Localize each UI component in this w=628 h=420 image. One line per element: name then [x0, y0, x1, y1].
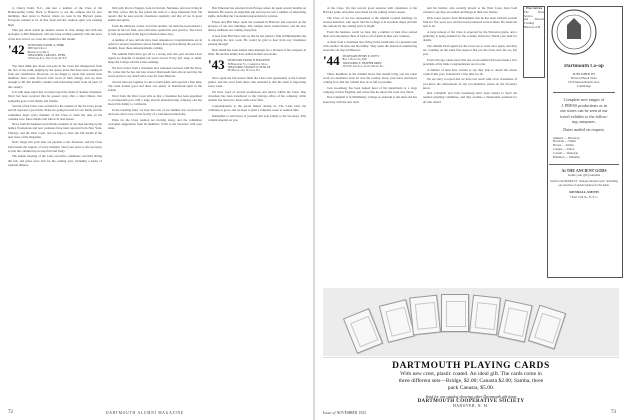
cards-ad-line: With new crest, plastic coated. An ideal gift. The cards come in: [400, 371, 542, 377]
left-folio: 72: [8, 410, 13, 415]
column-3: Bob Emerson has returned from Europe where he spent several months on business. He reports an enjoyable trip and says he saw a number of interesting sights, including the Coronation preparations in London. Ernest and Phil Moss spent the weekend in Hanover and reported on the progress of the new buildings. The campus never looked better, and the new library additions are coming along fine. A note from Bill Snow tells us that he has joined a firm in Philadelphia and is enjoying the new work. He would be glad to hear from any classmates passing through. Dick Smith has been named sales manager for a division of his company in Ohio. He and his family have settled in their new home. '43 SECRETARY, FRANK H. EDGERTON 36 Berkshire St., Cambridge, Mass. TREASURER, STANLEY W. DUNLOP 835 Boulevard, Walton, N.J. Once again the fall season finds the Class well represented at the football games, and the word from those who attended is that the team is improving every week. We have word of several promotions and moves within the Class. One classmate has been transferred to the Chicago office of his company, while another has moved to Texas with a new firm. Congratulations to the proud fathers among us. The Class baby list continues to grow, and we hope to print a complete roster at reunion time. Remember to send news of yourself and your family to the Secretary. This column depends on you.: [208, 6, 306, 122]
coop-copy-line: travel exhibits to the follow-: [560, 113, 608, 119]
coop-maker: KENDALL-SMITH: [569, 189, 599, 194]
right-folio: 73: [611, 410, 616, 415]
class-year: '43: [208, 57, 225, 73]
coop-copy-line: Complete new ranges of: [563, 97, 605, 102]
playing-cards-photo: [323, 288, 619, 356]
cards-ad-order-line: Send for our catalog showing other Dartmouth gift items: [425, 394, 517, 399]
cards-ad-line: pack Canasta, $5.00.: [447, 385, 495, 391]
column-1: to Cherry Point, N.C., and met a number of the Class at the Homecoming Game. Back to Hanover to see the campus and its new buildings, then down to Boston where we took in the Harvard game. Everyone seemed to be in fine form and the reunion spirit was running high. That just about winds up another season of class doings and with due apologies to Bill Ringeisen, who has been waiting patiently with the news of his new arrival, we close the column for this month. '42 SECRETARY, DANIEL A. SHIRK 3685 Smith Road Birmingham, Mich. TREASURER, CARSON L. FIFER 1155 Park Ave., New York 28, N.Y. You must think just about everyone in the Class has disappeared from the face of the earth, judging by the sparse notes that have been coming in from our contributors. However, we are happy to report that several class members have come forward with word of their doings, and we have enough to fill this month's column with interesting items from all parts of the country. It is with deep regret that we must report the death of another classmate. Word has been received that he passed away after a short illness. Our sympathy goes to his family and friends. Several of the Class were on hand for the reunion of the Tri-Class group and all reported a good time. Plans are going forward for our Tenth, and the committee urges every member of the Class to mark the date on his calendar now. More details will follow in later issues. News from the business world finds a number of our men moving up the ladder. Promotions and new positions have been reported from New York, Chicago, and the West Coast, and we hope to have the full details in the next issue of the magazine. Don't forget that your dues are payable to the Treasurer, and the Class Fund needs the support of every member. Send your news to the Secretary so that the column may be kept full and lively. The annual meeting of the Class executive committee was held during the fall, and plans were laid for the coming year, including a series of regional dinners.: [8, 6, 102, 167]
issue-label: Issue of NOVEMBER 1952: [323, 411, 367, 415]
cards-ad-headline: DARTMOUTH PLAYING CARDS: [392, 361, 550, 371]
secretary-line: Birmingham, Mich.: [27, 50, 50, 54]
coop-dates-line: Dates mailed on request.: [563, 126, 605, 132]
treasurer-line: 835 Boulevard, Walton, N.J.: [227, 69, 261, 73]
playing-card: [409, 295, 441, 336]
secretary-line: 3685 Smith Road: [27, 47, 47, 51]
class-1942-heading: [8, 41, 102, 61]
coop-address-line: Harvard Book Store: [571, 76, 597, 80]
secretary-line: 36 Berkshire St., Cambridge, Mass.: [227, 62, 268, 66]
column-5: and his brother, who recently moved to the West Coast, have both written to say they are settled and happy in their new homes. Dick Jones reports from Philadelphia that he has been with his present firm for five years now and has been promoted several times. He sends his best to all. A large turnout of the Class is expected for the Princeton game, and a gathering is being planned for the evening afterward. Watch your mail for details. The Alumni Fund agents for the Class are at work once again, and they are counting on the same fine support that put the Class near the top last year. From Chicago comes news that one of our number has been made a vice president of his bank. Congratulations are in order. A number of men have written to say they plan to attend the winter carnival this year. It should be a fine time for all. We are sorry to report that we have lost touch with a few classmates. If you know the whereabouts of any lost members, please let the Secretary know. Don Campbell and Jack Greenberg have been named to head the reunion planning committee, and they promise a memorable weekend for all who attend.: [423, 6, 517, 104]
coop-copy-line: J. PRESS productions as in: [561, 102, 607, 108]
right-page: [315, 0, 628, 420]
playing-card: [469, 295, 501, 336]
treasurer-line: 1155 Park Ave., New York 28, N.Y.: [27, 57, 67, 61]
coop-copy-line: ing campuses.: [572, 119, 596, 125]
column-4: of the Class. We had several good sessions with classmates at the Harvard game, and plans were made for the coming winter season. The Class of '44 was represented at the Alumni Council meetings by several members, who report that the College is in excellent shape and that the outlook for the coming years is bright. From the business world we hear that a number of men have started their own enterprises. Best of luck to all of them in their new ventures. A letter from a classmate now living in the South tells of a pleasant visit with another '44 man and his family. They spent the afternoon reminiscing about the old days in Hanover. '44 SECRETARY, HENRY E. SWETT Box 1, Hanover, N.H. TREASURER, E. SHAFFER DREW 234 S.W. 2nd Ave., South Miami, Fla. These headlines in the Alumni News this month bring you the latest word on classmates from all over the country. Keep your notes and letters coming in so that the column may be as full as possible. Jack Greenberg has been named head of his department at a large company in New England, and writes that he enjoys the work very much. Don Campbell is in Middlebury College as assistant to the dean and has been busy with the new term.: [323, 6, 417, 104]
playing-card: [528, 305, 566, 350]
coop-ad-copy: Dartmouth Co-op PUBLISHED BY Harvard Book Store 1256 Massachusetts Ave. Cambridge Complete new ranges of J. PRESS productions as in our stores can be seen at our travel exhibits to the follow- ing campuses. Dates mailed on request. Amherst — Princeton Bowdoin — Smith Brown — Trinity Colgate — Union Cornell — Wesleyan Hamilton — Williams At THE ANCIENT GODS Guide your gift problems Send for the BOOKLET "Antique Ancient Gods" describing our selection of ancient replicas for the home. KENDALL-SMITH 7 East 51th St., N. Y. C.: [550, 64, 618, 199]
playing-card-box: [343, 308, 383, 354]
middle-ad-line: Hanover, N.H.: [524, 24, 541, 29]
treasurer-line: TREASURER, E. SHAFFER DREW: [342, 61, 382, 65]
class-1943-heading: [208, 59, 306, 73]
cards-ad-line: three different sets—Bridge, $2.00; Canasta $2.00; Samba, three: [398, 378, 544, 384]
left-page: [0, 0, 313, 420]
secretary-line: Box 1, Hanover, N.H.: [342, 58, 368, 62]
coop-address-line: PUBLISHED BY: [572, 72, 596, 76]
secretary-line: SECRETARY, HENRY E. SWETT: [342, 55, 380, 59]
playing-cards-ad: [323, 357, 619, 410]
coop-maker-address: 7 East 51th St., N. Y. C.: [569, 194, 599, 199]
class-year: '44: [323, 53, 340, 69]
middle-ad-line: The Press Service: [524, 9, 544, 18]
campus-list: Amherst — Princeton Bowdoin — Smith Brown — Trinity Colgate — Union Cornell — Wesleyan Hamilton — Williams: [553, 135, 580, 159]
cards-ad-location: HANOVER, N. H.: [453, 404, 489, 408]
cards-ad-publisher: DARTMOUTH COOPERATIVE SOCIETY: [417, 399, 525, 404]
seal-icon: [547, 6, 601, 62]
coop-store-name: Dartmouth Co-op: [564, 64, 604, 69]
treasurer-line: TREASURER, CARSON L. FIFER: [27, 53, 66, 57]
playing-card: [441, 294, 469, 332]
middle-ad-line: and Tailored Clothing: [524, 17, 544, 26]
coop-address-line: Cambridge: [576, 84, 592, 88]
class-year: '42: [8, 41, 25, 57]
coop-banner: At THE ANCIENT GODS: [561, 168, 607, 174]
secretary-line: SECRETARY, FRANK H. EDGERTON: [227, 59, 270, 63]
treasurer-line: 234 S.W. 2nd Ave., South Miami, Fla.: [342, 65, 385, 69]
middle-ad-title: Press Service: [525, 6, 543, 10]
coop-banner-sub: Guide your gift problems: [567, 173, 601, 178]
coop-copy-line: our stores can be seen at our: [560, 108, 608, 114]
treasurer-line: TREASURER, STANLEY W. DUNLOP: [227, 66, 271, 70]
middle-ad: [523, 6, 545, 78]
left-running-foot: DARTMOUTH ALUMNI MAGAZINE: [106, 411, 184, 415]
playing-card: [497, 300, 532, 343]
column-2: McCurdy Proctor Taggart, born in Lincoln, Nebraska, and now living in the East, writes that he has joined the staff of a large industrial firm. He reports that he sees several classmates regularly and that all are in good health and spirits. From the Midwest comes word that another '42 man has been named a partner in his law firm, and a third has opened his own practice. The Class is well represented in the legal profession these days. A number of new arrivals have been announced. Congratulations are in order for several classmates whose families have grown during the past few months. Keep those announcements coming. The Alumni Fund drive got off to a strong start this year and the Class agents are hopeful of topping last year's record. Every gift, large or small, helps the College and the Class standing. We had a letter from a classmate now stationed overseas with the Navy. He writes that he has run into several Dartmouth men abroad and that the Green spirit is very much alive even far from Hanover. Several men got together for the Cornell game and reported a fine time. The team looked good and there was plenty of Dartmouth spirit in the stands. Word from the West Coast tells us that a classmate has been appointed to an important post with a large aircraft manufacturing company and has moved his family to California. In the teaching field, we hear that one of our number has received his doctorate and is now on the faculty of a well-known university. Plans for the Class reunion are moving along, and the committee welcomes suggestions from all members. Write to the Secretary with your ideas.: [108, 6, 202, 131]
secretary-line: SECRETARY, DANIEL A. SHIRK: [27, 43, 65, 47]
coop-address-line: 1256 Massachusetts Ave.: [567, 80, 601, 84]
class-1944-heading: [323, 55, 417, 69]
